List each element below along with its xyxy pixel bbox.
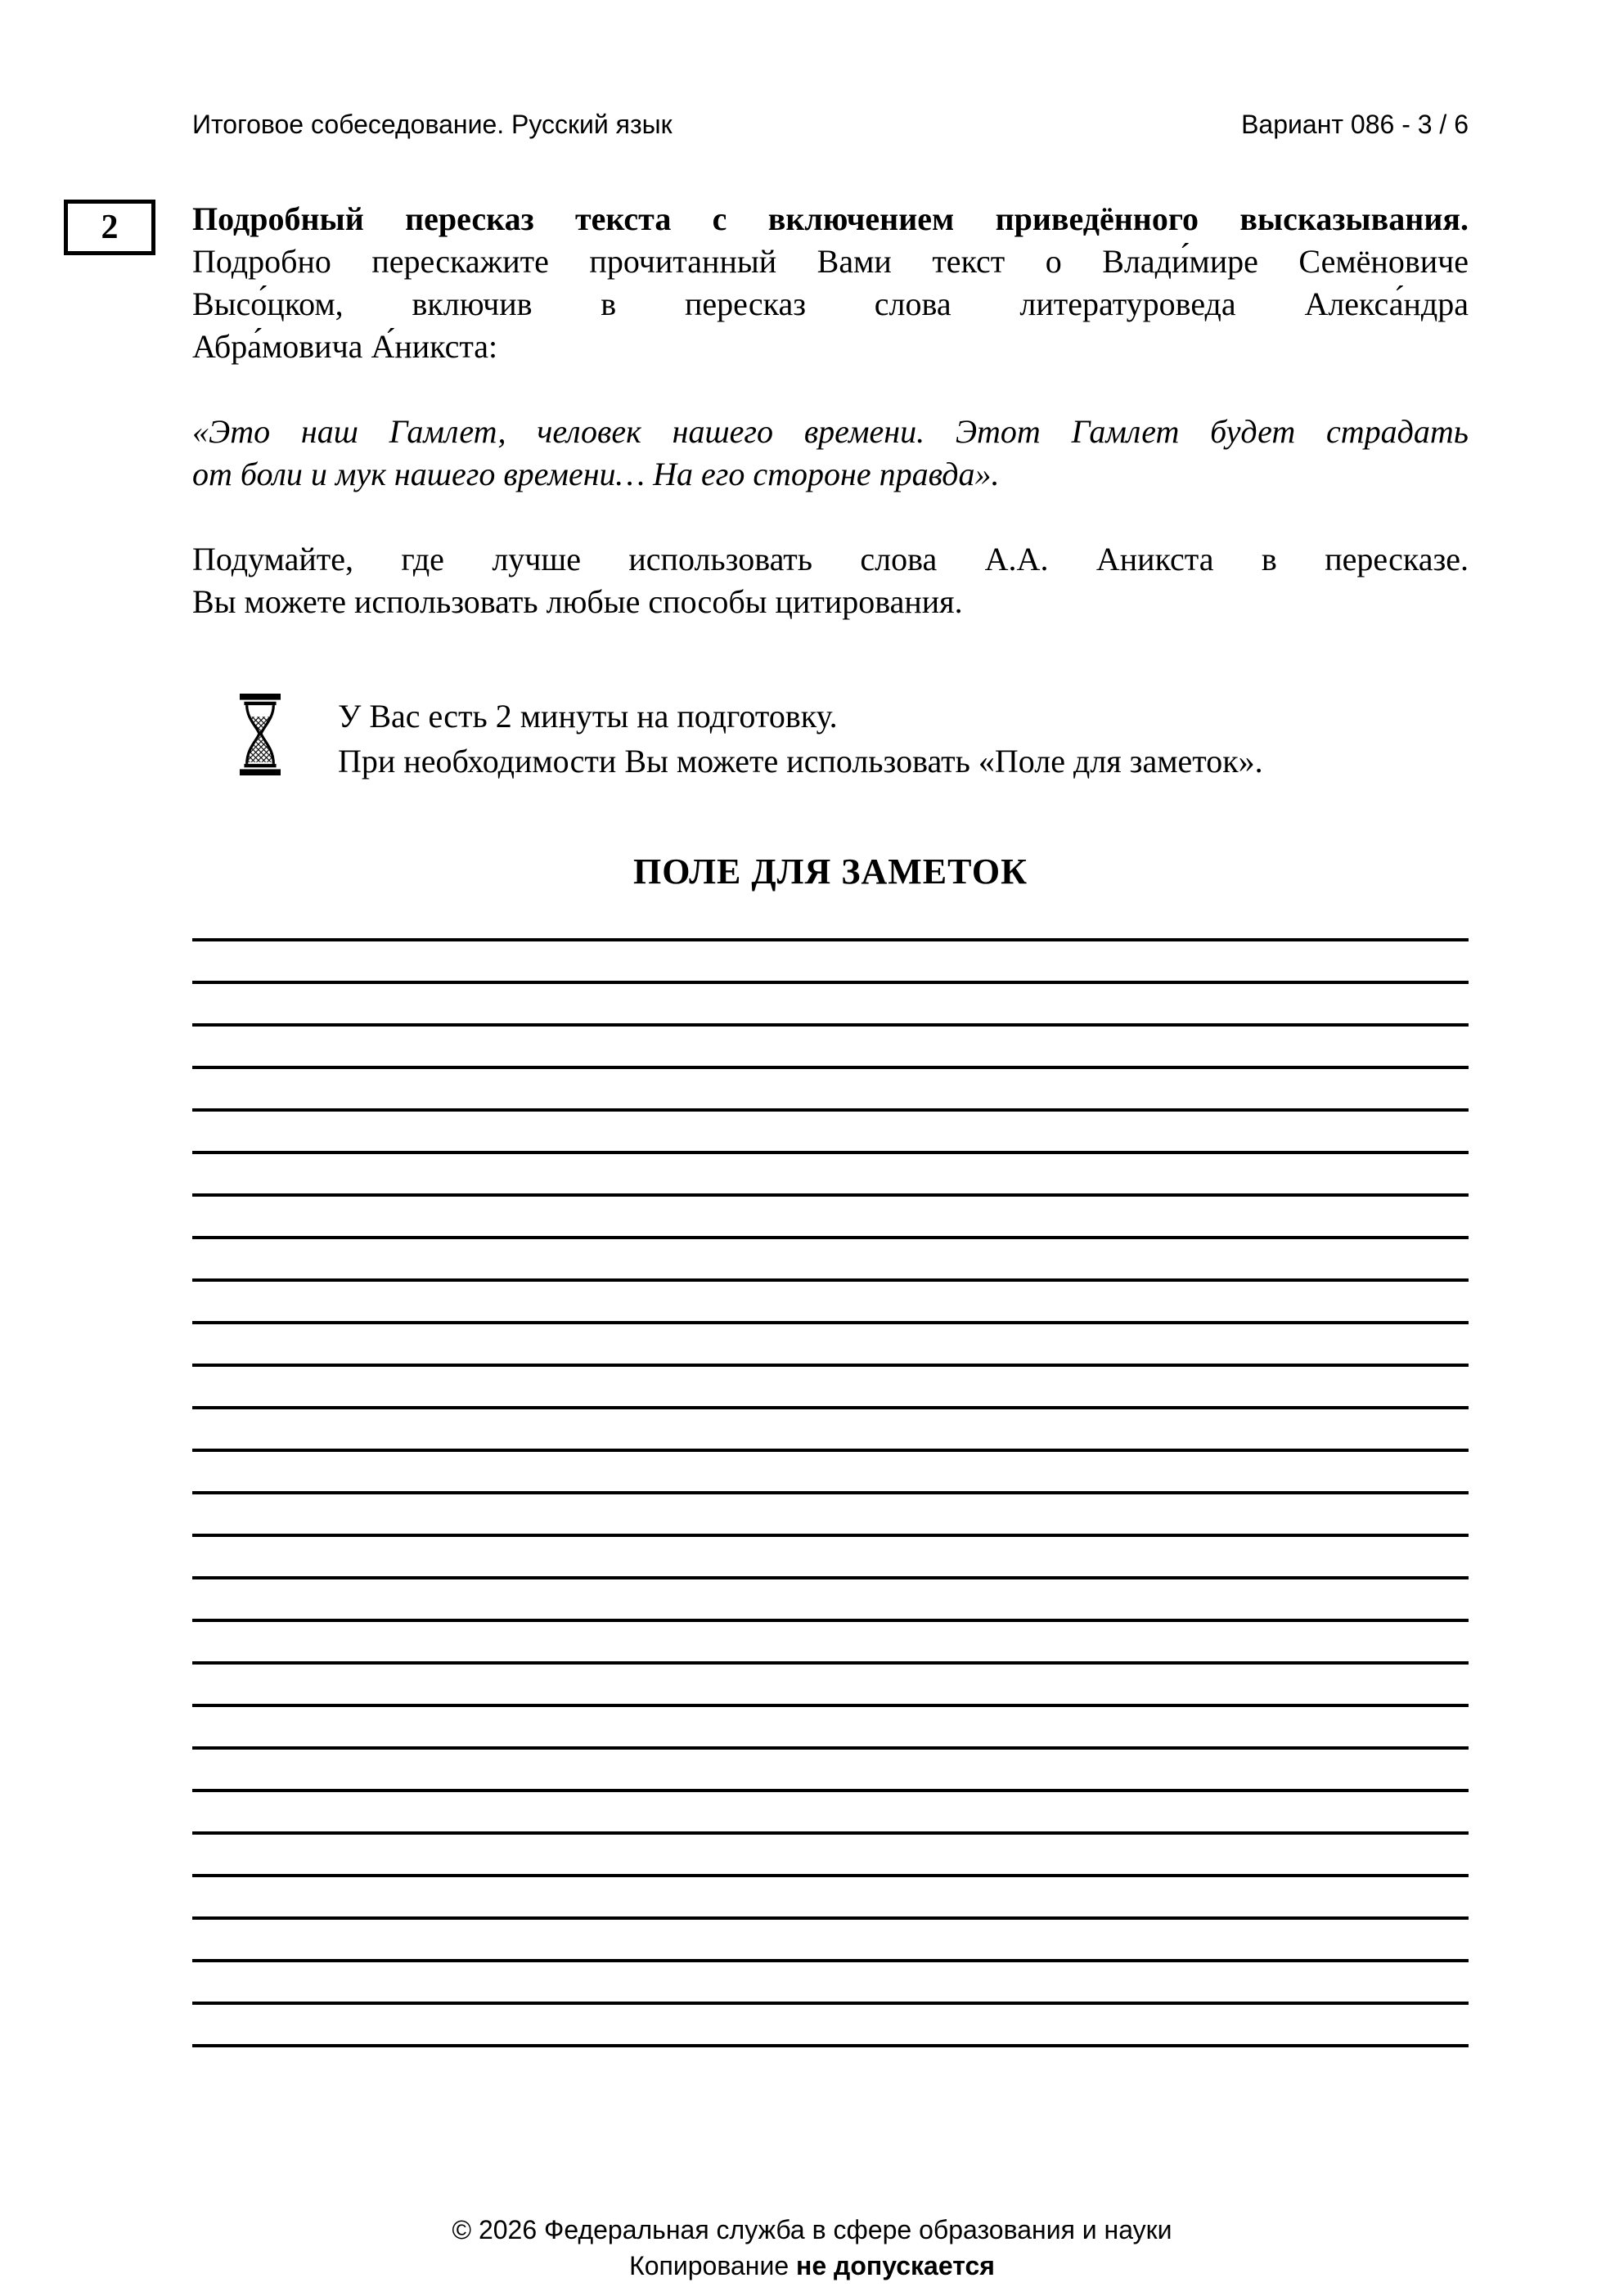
timer-line: У Вас есть 2 минуты на подготовку. [338, 698, 838, 735]
note-line [192, 1367, 1469, 1409]
task-intro-line: Высо́цком, включив в пересказ слова литературоведа Алекса́ндра [192, 285, 1469, 322]
task-number-box [64, 200, 155, 255]
notes-field-title: ПОЛЕ ДЛЯ ЗАМЕТОК [633, 851, 1028, 892]
quote-paragraph [192, 411, 1469, 496]
note-line [192, 1920, 1469, 1962]
header-variant: Вариант 086 - 3 / 6 [1241, 110, 1469, 139]
page-header [192, 0, 1469, 141]
note-line [192, 1027, 1469, 1069]
task-intro-line: Абра́мовича А́никста: [192, 328, 498, 365]
page-footer [0, 2212, 1624, 2284]
note-line [192, 899, 1469, 941]
task-intro-paragraph [192, 198, 1469, 368]
hourglass-icon [240, 694, 281, 775]
note-line [192, 1409, 1469, 1452]
note-line [192, 1622, 1469, 1665]
note-line [192, 1665, 1469, 1707]
note-line [192, 1324, 1469, 1367]
note-line [192, 2005, 1469, 2047]
note-line [192, 1197, 1469, 1239]
footer-warning: Копирование не допускается [629, 2251, 995, 2280]
quote-line: от боли и мук нашего времени… На его стороне правда». [192, 456, 1000, 492]
preparation-timer-block [192, 694, 1469, 784]
timer-text [338, 694, 1263, 784]
note-line [192, 1835, 1469, 1877]
note-line [192, 1962, 1469, 2005]
note-line [192, 1282, 1469, 1324]
hint-paragraph [192, 538, 1469, 623]
footer-warning-bold: не допускается [796, 2251, 995, 2280]
note-line [192, 1494, 1469, 1537]
hint-line: Вы можете использовать любые способы цитирования. [192, 583, 963, 620]
note-line [192, 1452, 1469, 1494]
task-title: Подробный пересказ текста с включением приведённого высказывания. [192, 200, 1469, 237]
task-number: 2 [101, 209, 119, 246]
note-line [192, 1537, 1469, 1579]
notes-field [192, 899, 1469, 2047]
quote-line: «Это наш Гамлет, человек нашего времени. Этот Гамлет будет страдать [192, 413, 1469, 450]
task-intro-line: Подробно перескажите прочитанный Вами текст о Влади́мире Семёновиче [192, 243, 1469, 280]
note-line [192, 1579, 1469, 1622]
note-line [192, 1112, 1469, 1154]
page-content [101, 0, 1469, 2047]
timer-line: При необходимости Вы можете использовать «Поле для заметок». [338, 743, 1263, 780]
note-line [192, 1707, 1469, 1750]
note-line [192, 1750, 1469, 1792]
hint-line: Подумайте, где лучше использовать слова А.А. Аникста в пересказе. [192, 541, 1469, 577]
note-line [192, 1877, 1469, 1920]
note-line [192, 1792, 1469, 1835]
header-subject: Итоговое собеседование. Русский язык [192, 110, 673, 139]
footer-copyright: © 2026 Федеральная служба в сфере образования и науки [452, 2215, 1172, 2244]
note-line [192, 1069, 1469, 1112]
note-line [192, 1239, 1469, 1282]
note-line [192, 941, 1469, 984]
task-block [101, 198, 1469, 623]
note-line [192, 984, 1469, 1027]
note-line [192, 1154, 1469, 1197]
